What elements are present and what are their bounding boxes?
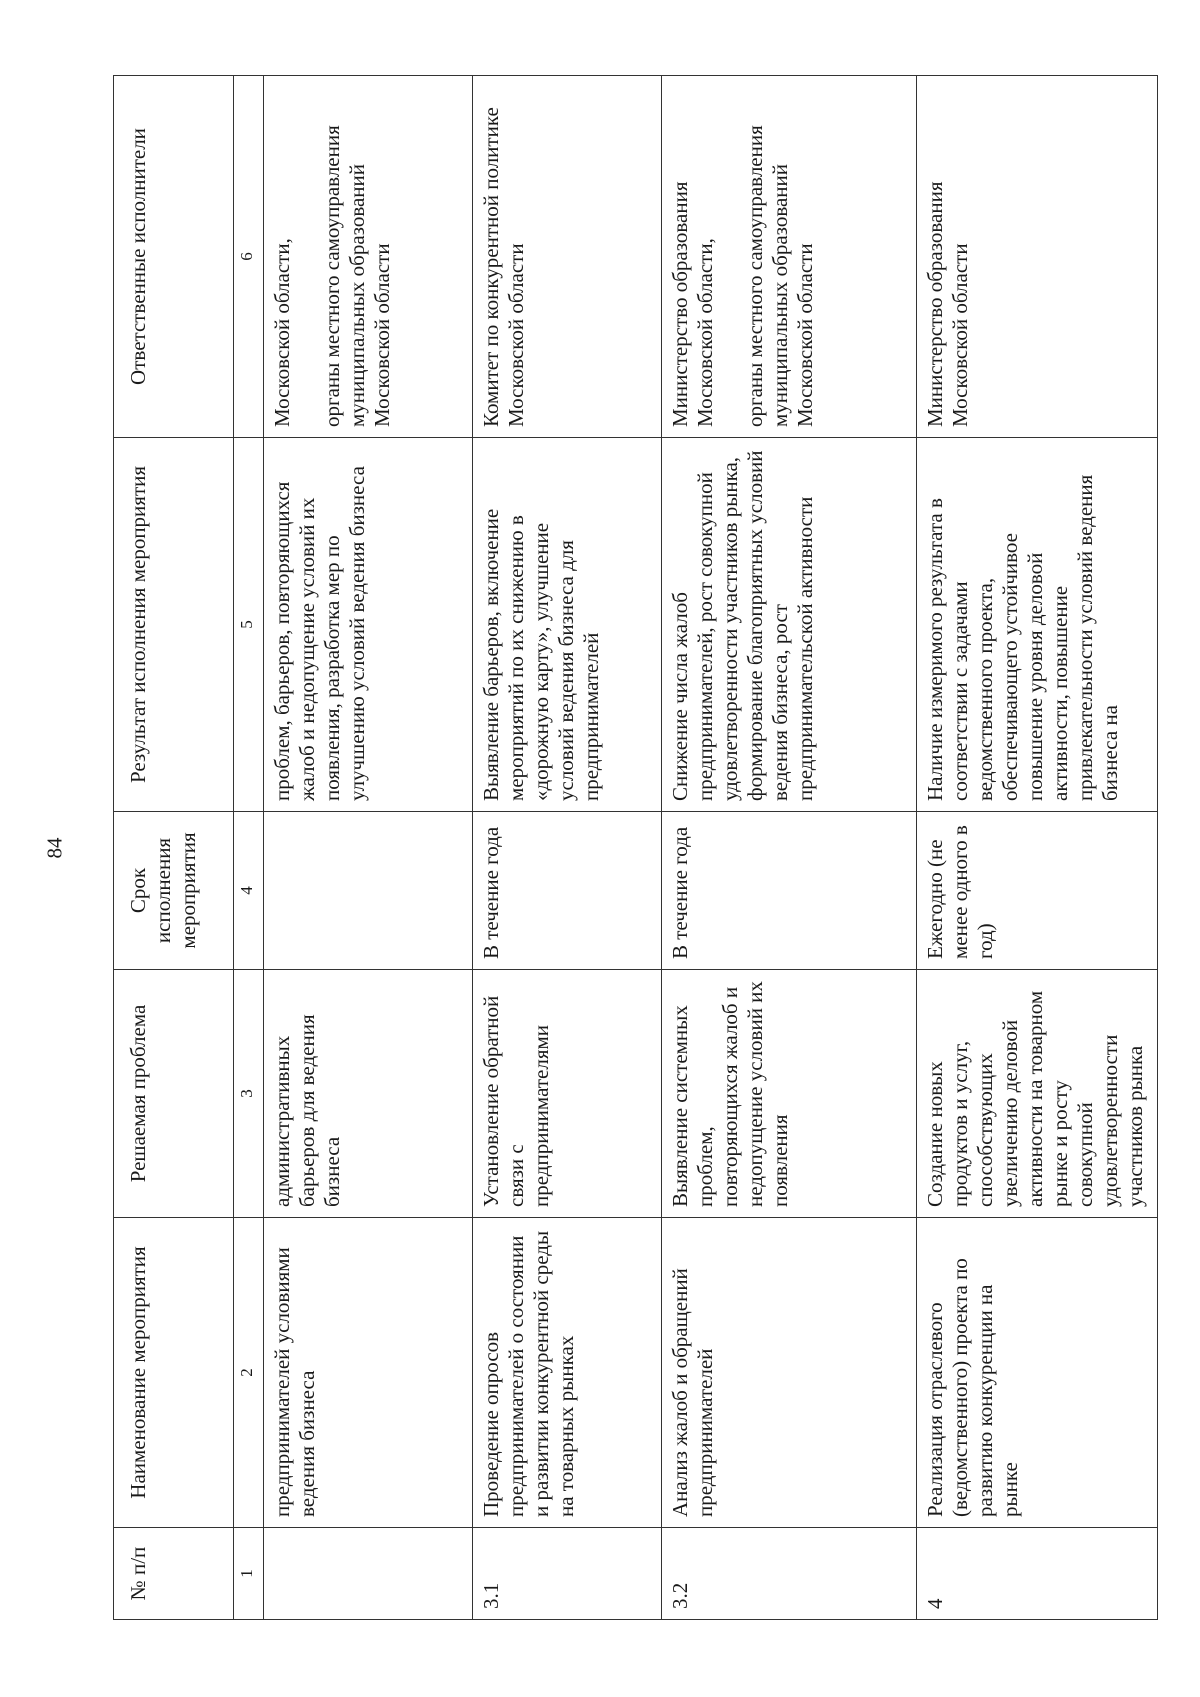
header-problem: Решаемая проблема — [114, 970, 234, 1218]
header-number: № п/п — [114, 1528, 234, 1620]
row-name: предпринимателей условиями ведения бизнеса — [263, 1218, 472, 1528]
rotated-table-wrapper — [113, 76, 1158, 1620]
table-row — [263, 76, 472, 1620]
row-term: В течение года — [473, 812, 662, 970]
row-problem: Создание новых продуктов и услуг, способствующих увеличению деловой активности на товарном рынке и росту совокупной удовлетворенности участников рынка — [917, 970, 1158, 1218]
row-result: Наличие измеримого результата в соответствии с задачами ведомственного проекта, обеспечивающего устойчивое повышение уровня деловой активности, повышение привлекательности условий ведения бизнеса на — [917, 438, 1158, 812]
row-problem: Установление обратной связи с предпринимателями — [473, 970, 662, 1218]
executor-primary: Министерство образования Московской области — [923, 181, 973, 427]
row-problem: административных барьеров для ведения бизнеса — [263, 970, 472, 1218]
column-index: 5 — [234, 438, 263, 812]
column-index: 4 — [234, 812, 263, 970]
row-number: 3.2 — [662, 1528, 917, 1620]
row-executors — [917, 76, 1158, 438]
row-executors — [662, 76, 917, 438]
row-result: проблем, барьеров, повторяющихся жалоб и недопущение условий их появления, разработка мер по улучшению условий ведения бизнеса — [263, 438, 472, 812]
table-row — [473, 76, 662, 1620]
row-term: В течение года — [662, 812, 917, 970]
column-index: 2 — [234, 1218, 263, 1528]
row-name: Проведение опросов предпринимателей о состоянии и развитии конкурентной среды на товарных рынках — [473, 1218, 662, 1528]
row-executors — [263, 76, 472, 438]
executor-primary: Министерство образования Московской области, — [668, 181, 718, 427]
page-number: 84 — [42, 837, 67, 859]
row-problem: Выявление системных проблем, повторяющихся жалоб и недопущение условий их появления — [662, 970, 917, 1218]
table-row — [917, 76, 1158, 1620]
executor-primary: Московской области, — [269, 238, 294, 427]
row-number: 4 — [917, 1528, 1158, 1620]
header-row — [114, 76, 234, 1620]
action-plan-table — [113, 75, 1158, 1620]
column-index: 1 — [234, 1528, 263, 1620]
header-name: Наименование мероприятия — [114, 1218, 234, 1528]
table-row — [662, 76, 917, 1620]
row-number: 3.1 — [473, 1528, 662, 1620]
column-number-row — [234, 76, 263, 1620]
column-index: 3 — [234, 970, 263, 1218]
row-term — [263, 812, 472, 970]
executor-secondary: органы местного самоуправления муниципальных образований Московской области — [319, 125, 394, 427]
row-name: Реализация отраслевого (ведомственного) проекта по развитию конкуренции на рынке — [917, 1218, 1158, 1528]
row-name: Анализ жалоб и обращений предпринимателей — [662, 1218, 917, 1528]
header-executors: Ответственные исполнители — [114, 76, 234, 438]
row-result: Выявление барьеров, включение мероприятий по их снижению в «дорожную карту», улучшение условий ведения бизнеса для предпринимателей — [473, 438, 662, 812]
executor-primary: Комитет по конкурентной политике Московской области — [479, 107, 529, 427]
executor-secondary: органы местного самоуправления муниципальных образований Московской области — [743, 125, 818, 427]
row-term: Ежегодно (не менее одного в год) — [917, 812, 1158, 970]
row-number — [263, 1528, 472, 1620]
row-result: Снижение числа жалоб предпринимателей, рост совокупной удовлетворенности участников рынка, формирование благоприятных условий ведения бизнеса, рост предпринимательской активности — [662, 438, 917, 812]
column-index: 6 — [234, 76, 263, 438]
header-result: Результат исполнения мероприятия — [114, 438, 234, 812]
row-executors — [473, 76, 662, 438]
header-term: Срок исполнения мероприятия — [114, 812, 234, 970]
